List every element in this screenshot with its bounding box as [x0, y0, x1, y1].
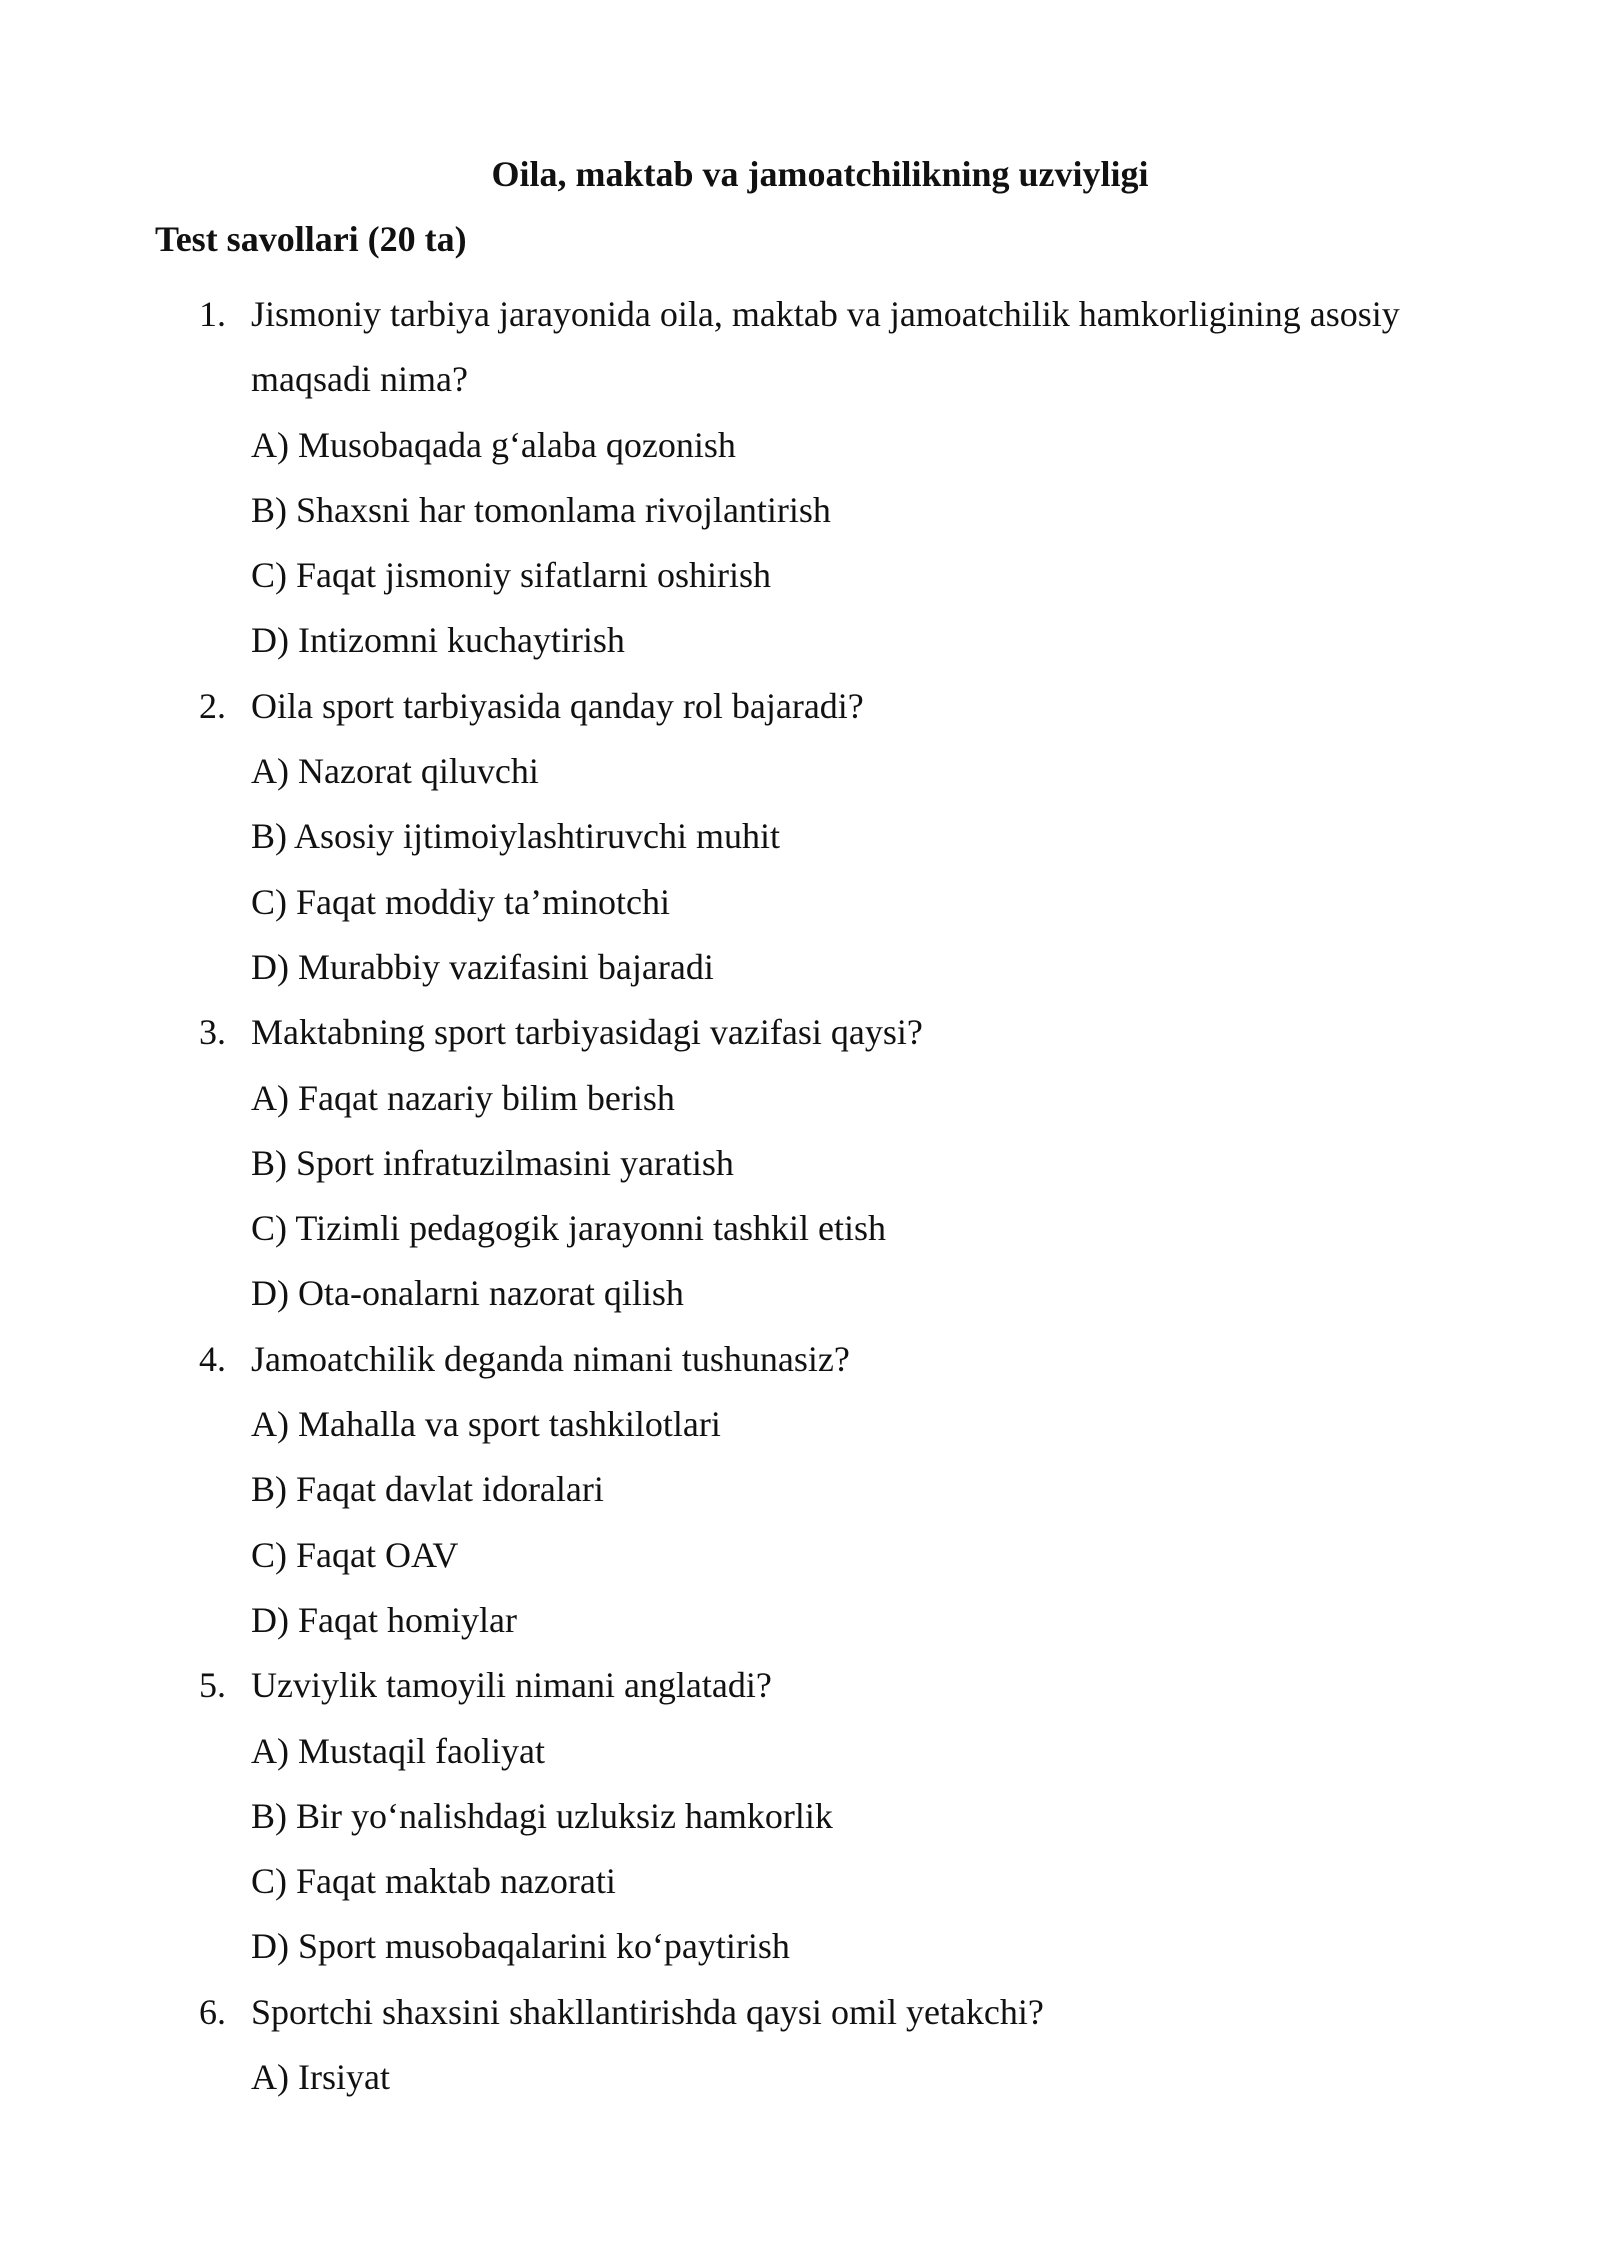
- answer-option-a: A) Faqat nazariy bilim berish: [251, 1077, 675, 1118]
- question-item-5: [0, 1653, 1600, 1979]
- answer-option-c: C) Faqat jismoniy sifatlarni oshirish: [251, 555, 771, 596]
- question-row: [0, 1653, 1600, 1718]
- answer-option-c: C) Faqat moddiy ta’minotchi: [251, 881, 670, 922]
- answer-option-d: D) Ota-onalarni nazorat qilish: [251, 1273, 684, 1314]
- question-row: [0, 1327, 1600, 1392]
- answer-option-c: C) Faqat OAV: [251, 1534, 459, 1575]
- question-item-4: [0, 1327, 1600, 1653]
- question-text: Uzviylik tamoyili nimani anglatadi?: [251, 1665, 772, 1706]
- answer-option-b: B) Sport infratuzilmasini yaratish: [251, 1142, 734, 1183]
- answer-option-a: A) Irsiyat: [251, 2057, 390, 2098]
- answer-option-d: D) Murabbiy vazifasini bajaradi: [251, 946, 714, 987]
- question-text: Jamoatchilik deganda nimani tushunasiz?: [251, 1338, 850, 1379]
- question-number: 2.: [199, 685, 226, 726]
- question-text: Maktabning sport tarbiyasidagi vazifasi qaysi?: [251, 1012, 923, 1053]
- question-item-2: [0, 674, 1600, 1000]
- question-number: 1.: [199, 294, 226, 334]
- question-row: [0, 1980, 1600, 2045]
- question-number: 5.: [199, 1665, 226, 1706]
- question-list: [0, 282, 1600, 2110]
- question-item-3: [0, 1000, 1600, 1326]
- answer-option-b: B) Bir yo‘nalishdagi uzluksiz hamkorlik: [251, 1795, 833, 1836]
- answer-option-a: A) Mustaqil faoliyat: [251, 1730, 545, 1771]
- answer-option-b: B) Faqat davlat idoralari: [251, 1469, 604, 1510]
- question-text: Sportchi shaxsini shakllantirishda qaysi omil yetakchi?: [251, 1991, 1044, 2032]
- question-number: 4.: [199, 1338, 226, 1379]
- answer-option-a: A) Mahalla va sport tashkilotlari: [251, 1404, 721, 1445]
- answer-option-a: A) Musobaqada g‘alaba qozonish: [251, 424, 736, 465]
- answer-option-d: D) Faqat homiylar: [251, 1599, 517, 1640]
- question-number: 3.: [199, 1012, 226, 1053]
- question-number: 6.: [199, 1991, 226, 2032]
- answer-option-d: D) Intizomni kuchaytirish: [251, 620, 625, 661]
- question-item-1: [0, 282, 1600, 674]
- question-item-6: [0, 1980, 1600, 2111]
- answer-option-b: B) Shaxsni har tomonlama rivojlantirish: [251, 489, 831, 530]
- question-row: [0, 282, 1600, 413]
- answer-option-c: C) Tizimli pedagogik jarayonni tashkil etish: [251, 1208, 886, 1249]
- answer-option-b: B) Asosiy ijtimoiylashtiruvchi muhit: [251, 816, 781, 857]
- answer-option-c: C) Faqat maktab nazorati: [251, 1861, 616, 1902]
- section-heading: Test savollari (20 ta): [155, 219, 467, 259]
- answer-option-a: A) Nazorat qiluvchi: [251, 751, 539, 792]
- question-row: [0, 674, 1600, 739]
- answer-option-d: D) Sport musobaqalarini ko‘paytirish: [251, 1926, 790, 1967]
- question-row: [0, 1000, 1600, 1065]
- document-title: Oila, maktab va jamoatchilikning uzviyligi: [491, 154, 1149, 194]
- question-text: Oila sport tarbiyasida qanday rol bajaradi?: [251, 685, 864, 726]
- question-text: Jismoniy tarbiya jarayonida oila, maktab va jamoatchilik hamkorligining asosiy maqsadi nima?: [251, 294, 1400, 400]
